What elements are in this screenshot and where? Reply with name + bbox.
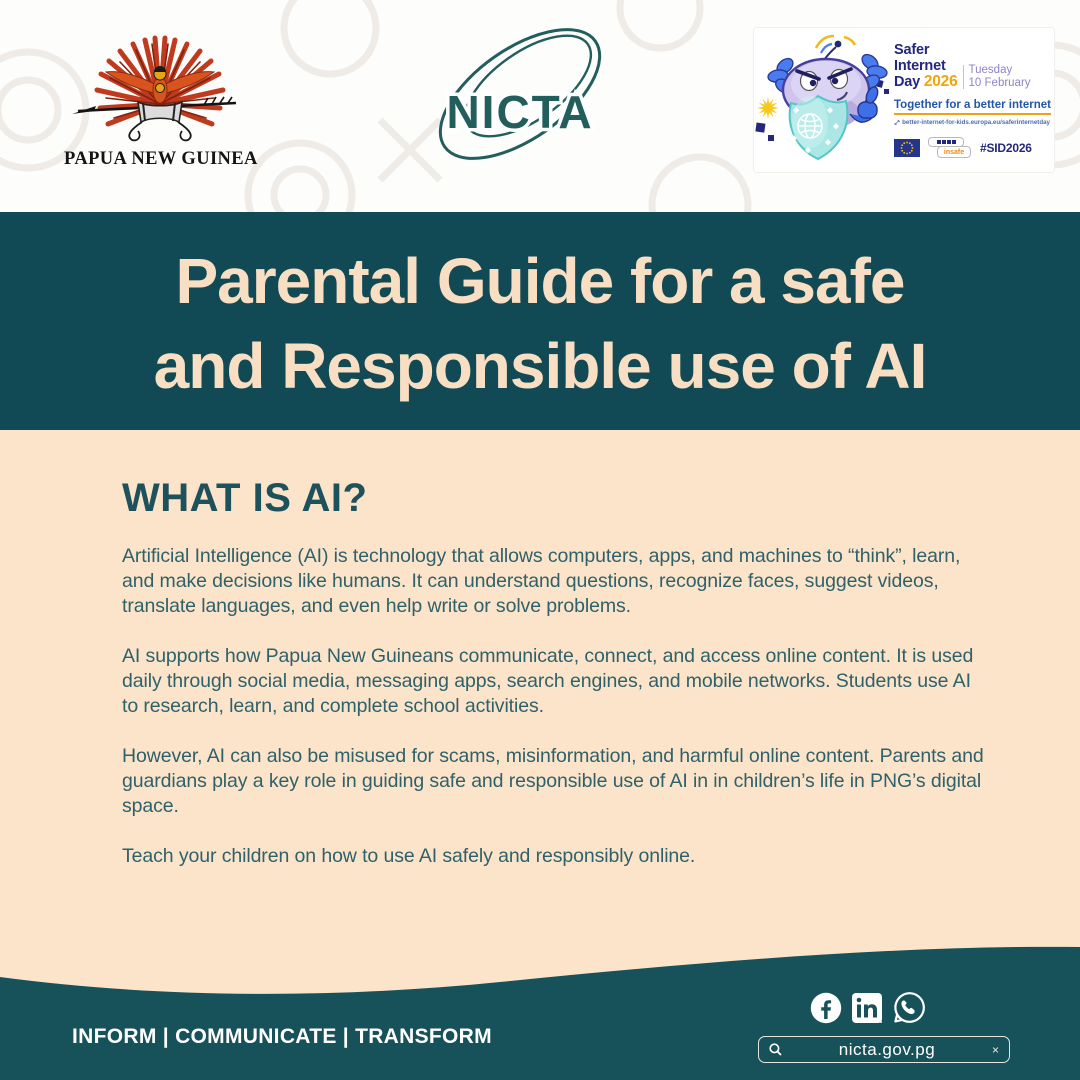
sun-sparkle	[757, 97, 779, 119]
page-title-line1: Parental Guide for a safe	[175, 245, 905, 317]
website-search-pill[interactable]	[758, 1036, 1010, 1063]
sid-date	[969, 64, 1031, 90]
header	[0, 0, 1080, 212]
sid-hashtag: #SID2026	[980, 141, 1032, 155]
sid-divider	[963, 65, 964, 89]
title-band	[0, 212, 1080, 430]
search-icon	[769, 1043, 782, 1056]
link-icon	[894, 119, 900, 126]
whatsapp-icon[interactable]	[892, 990, 927, 1025]
safer-internet-day-badge	[754, 28, 1054, 172]
sid-badge-text	[894, 42, 1050, 159]
website-url: nicta.gov.pg	[838, 1039, 936, 1059]
sid-title-line1: Safer	[894, 42, 930, 58]
body-text	[122, 544, 984, 894]
paragraph-what-is-ai: Artificial Intelligence (AI) is technology that allows computers, apps, and machines to “think”, learn, and make decisions like humans. It can understand questions, recognize faces, suggest videos, translate languages, and even help write or solve problems.	[122, 545, 961, 617]
eu-flag-icon	[894, 139, 920, 157]
sid-year: 2026	[923, 73, 958, 90]
nicta-logo	[420, 28, 620, 173]
sid-mascot-icon	[754, 28, 899, 172]
insafe-pill: insafe	[937, 146, 971, 158]
page-title	[0, 239, 1080, 409]
social-icons	[810, 990, 927, 1025]
footer	[0, 930, 1080, 1080]
facebook-icon[interactable]	[810, 992, 842, 1024]
linkedin-icon[interactable]	[851, 992, 883, 1024]
paragraph-ai-risks: However, AI can also be misused for scams, misinformation, and harmful online content. Parents and guardians play a key role in guiding safe and responsible use of AI in in children’s life in PNG’s digital space.	[122, 745, 984, 817]
sid-title-line3: Day 2026	[894, 73, 958, 90]
nicta-wordmark: NICTA	[446, 86, 594, 138]
section-heading: WHAT IS AI?	[122, 476, 368, 520]
paragraph-teach-children: Teach your children on how to use AI safely and responsibly online.	[122, 845, 696, 867]
sid-slogan: Together for a better internet	[894, 99, 1051, 115]
sid-url: better-internet-for-kids.europa.eu/saferinternetday	[894, 119, 1050, 126]
footer-tagline: INFORM | COMMUNICATE | TRANSFORM	[72, 1025, 492, 1048]
close-icon[interactable]: ×	[991, 1042, 999, 1057]
png-national-crest	[64, 24, 258, 184]
sid-weekday: Tuesday	[968, 64, 1013, 76]
nicta-swoosh-icon	[420, 28, 620, 173]
insafe-logo	[928, 137, 972, 159]
crest-country-label: PAPUA NEW GUINEA	[64, 149, 258, 169]
bird-of-paradise-emblem-icon	[64, 24, 249, 142]
paragraph-ai-in-png: AI supports how Papua New Guineans communicate, connect, and access online content. It is used daily through social media, messaging apps, search engines, and mobile networks. Students use AI to research, learn, and complete school activities.	[122, 645, 974, 717]
page-title-line2: and Responsible use of AI	[153, 330, 927, 402]
sid-day-month: 10 February	[968, 76, 1031, 89]
sid-title	[894, 42, 958, 90]
sid-title-line2: Internet	[894, 58, 946, 74]
